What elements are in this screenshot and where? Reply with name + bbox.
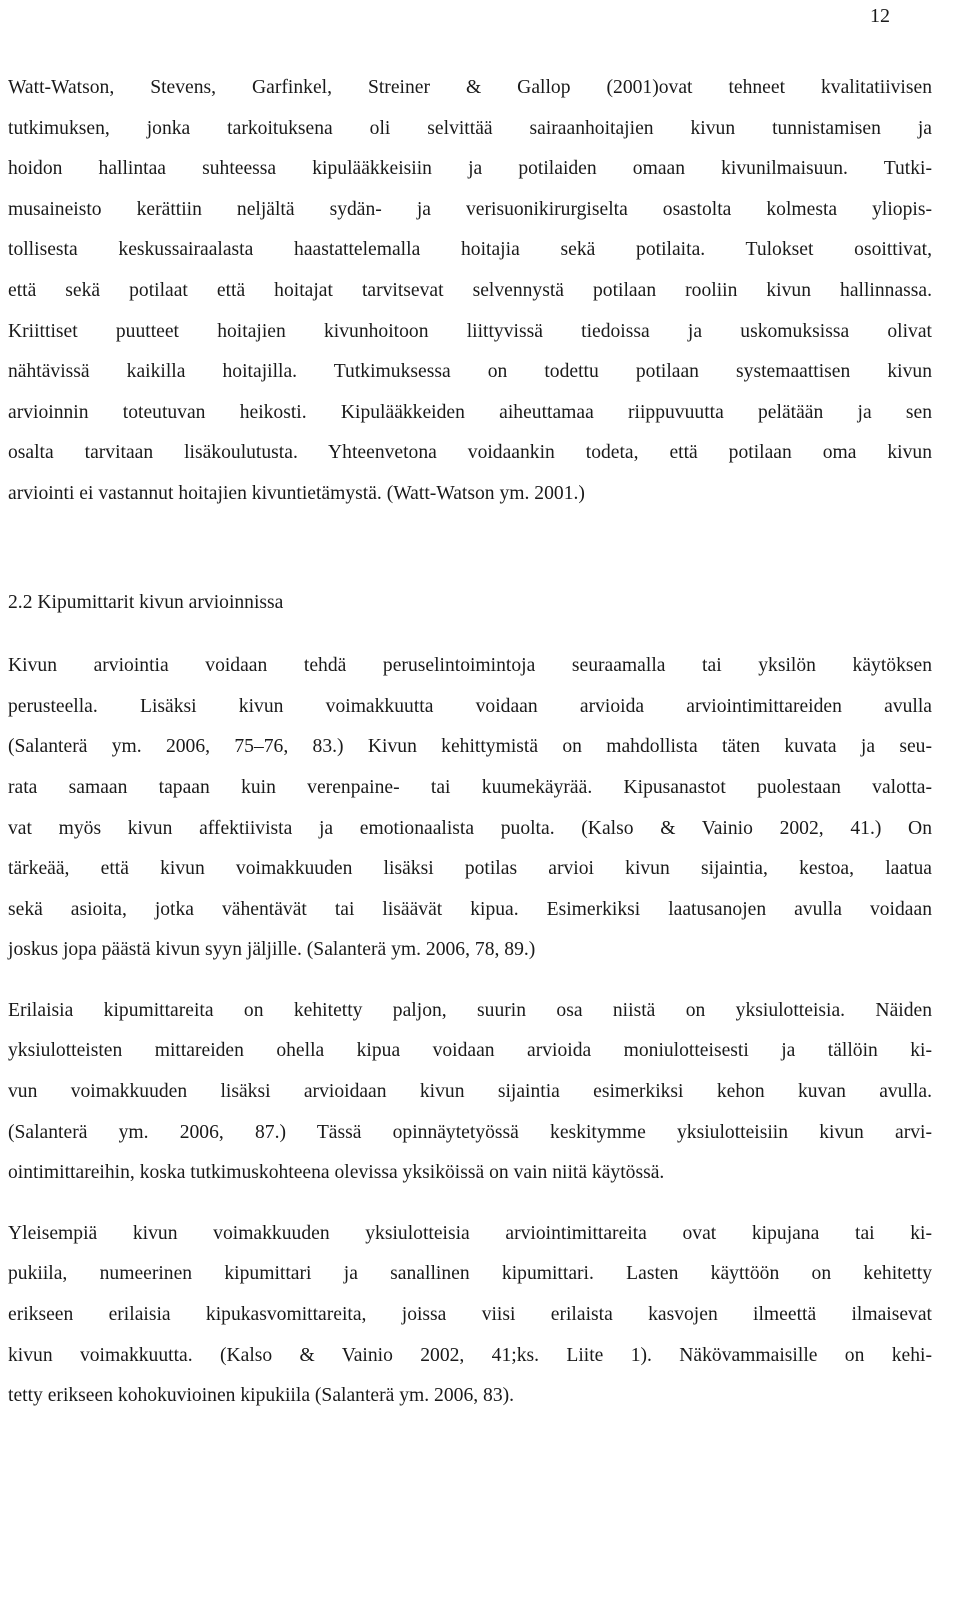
text-line: perusteella. Lisäksi kivun voimakkuutta voidaan arvioida arviointimittareiden avulla	[8, 695, 932, 717]
text-line: Kivun arviointia voidaan tehdä peruselintoimintoja seuraamalla tai yksilön käytöksen	[8, 655, 932, 677]
text-line: yksiulotteisten mittareiden ohella kipua voidaan arvioida moniulotteisesti ja tällöin ki-	[8, 1040, 932, 1062]
text-line: musaineisto kerättiin neljältä sydän- ja verisuonikirurgiselta osastolta kolmesta yliopis-	[8, 198, 932, 220]
text-line: Kriittiset puutteet hoitajien kivunhoitoon liittyvissä tiedoissa ja uskomuksissa olivat	[8, 320, 932, 342]
text-line: rata samaan tapaan kuin verenpaine- tai kuumekäyrää. Kipusanastot puolestaan valotta-	[8, 776, 932, 798]
text-line: (Salanterä ym. 2006, 75–76, 83.) Kivun kehittymistä on mahdollista täten kuvata ja seu-	[8, 736, 932, 758]
paragraph-watt-watson	[8, 68, 932, 515]
text-line: vat myös kivun affektiivista ja emotionaalista puolta. (Kalso & Vainio 2002, 41.) On	[8, 817, 932, 839]
text-line: Erilaisia kipumittareita on kehitetty paljon, suurin osa niistä on yksiulotteisia. Näiden	[8, 999, 932, 1021]
text-line: sekä asioita, jotka vähentävät tai lisäävät kipua. Esimerkiksi laatusanojen avulla voidaan	[8, 898, 932, 920]
text-line: arviointi ei vastannut hoitajien kivuntietämystä. (Watt-Watson ym. 2001.)	[8, 482, 585, 504]
text-line: erikseen erilaisia kipukasvomittareita, joissa viisi erilaista kasvojen ilmeettä ilmaisevat	[8, 1304, 932, 1326]
document-body	[8, 68, 932, 1417]
text-line: vun voimakkuuden lisäksi arvioidaan kivun sijaintia esimerkiksi kehon kuvan avulla.	[8, 1081, 932, 1103]
text-line: nähtävissä kaikilla hoitajilla. Tutkimuksessa on todettu potilaan systemaattisen kivun	[8, 361, 932, 383]
text-line: pukiila, numeerinen kipumittari ja sanallinen kipumittari. Lasten käyttöön on kehitetty	[8, 1263, 932, 1285]
text-line: joskus jopa päästä kivun syyn jäljille. (Salanterä ym. 2006, 78, 89.)	[8, 939, 536, 961]
text-line: arvioinnin toteutuvan heikosti. Kipulääkkeiden aiheuttamaa riippuvuutta pelätään ja sen	[8, 401, 932, 423]
paragraph-kivun-arviointi	[8, 646, 932, 971]
text-line: (Salanterä ym. 2006, 87.) Tässä opinnäytetyössä keskitymme yksiulotteisiin kivun arvi-	[8, 1121, 932, 1143]
text-line: tollisesta keskussairaalasta haastattelemalla hoitajia sekä potilaita. Tulokset osoittivat,	[8, 239, 932, 261]
section-heading: 2.2 Kipumittarit kivun arvioinnissa	[8, 591, 284, 613]
page-number: 12	[870, 5, 890, 27]
text-line: hoidon hallintaa suhteessa kipulääkkeisiin ja potilaiden omaan kivunilmaisuun. Tutki-	[8, 158, 932, 180]
paragraph-yleisempia-mittareita	[8, 1214, 932, 1417]
text-line: kivun voimakkuutta. (Kalso & Vainio 2002, 41;ks. Liite 1). Näkövammaisille on kehi-	[8, 1344, 932, 1366]
text-line: tutkimuksen, jonka tarkoituksena oli selvittää sairaanhoitajien kivun tunnistamisen ja	[8, 117, 932, 139]
text-line: Yleisempiä kivun voimakkuuden yksiulotteisia arviointimittareita ovat kipujana tai ki-	[8, 1222, 932, 1244]
text-line: Watt-Watson, Stevens, Garfinkel, Streiner & Gallop (2001)ovat tehneet kvalitatiivisen	[8, 77, 932, 98]
text-line: tärkeää, että kivun voimakkuuden lisäksi potilas arvioi kivun sijaintia, kestoa, laatua	[8, 858, 932, 880]
text-line: tetty erikseen kohokuvioinen kipukiila (Salanterä ym. 2006, 83).	[8, 1385, 515, 1407]
paragraph-erilaisia-kipumittareita	[8, 991, 932, 1194]
text-line: osalta tarvitaan lisäkoulutusta. Yhteenvetona voidaankin todeta, että potilaan oma kivun	[8, 442, 932, 464]
text-line: että sekä potilaat että hoitajat tarvitsevat selvennystä potilaan rooliin kivun hallinnassa.	[8, 279, 932, 301]
text-line: ointimittareihin, koska tutkimuskohteena olevissa yksiköissä on vain niitä käytössä.	[8, 1162, 665, 1184]
